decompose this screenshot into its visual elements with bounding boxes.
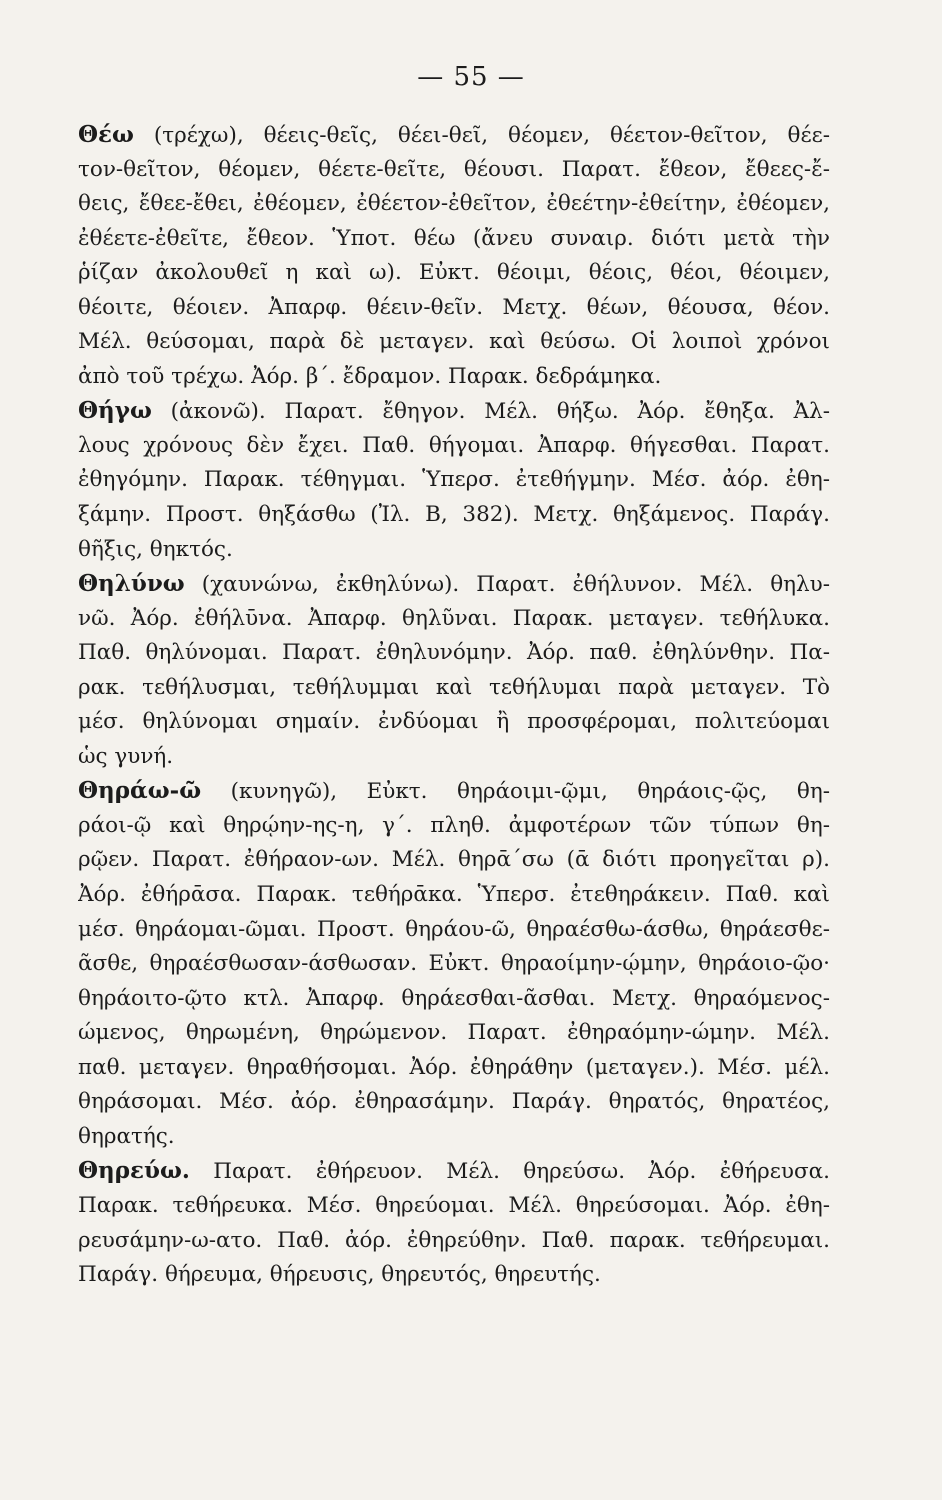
line-text: παθ. μεταγεν. θηραθήσομαι. Ἀόρ. ἐθηράθην (μεταγεν.). Μέσ. μέλ. xyxy=(78,1054,830,1080)
line-text: (ἀκονῶ). Παρατ. ἔθηγον. Μέλ. θήξω. Ἀόρ. ἔθηξα. Ἀλ- xyxy=(151,399,830,425)
line-text: Παρατ. ἐθήρευον. Μέλ. θηρεύσω. Ἀόρ. ἐθήρευσα. xyxy=(189,1159,830,1185)
line-text: (χαυνώνω, ἐκθηλύνω). Παρατ. ἐθήλυνον. Μέλ. θηλυ- xyxy=(184,572,830,598)
text-line xyxy=(78,533,830,568)
text-line xyxy=(78,118,830,153)
page-number: — 55 — xyxy=(417,62,525,92)
line-text: ώμενος, θηρωμένη, θηρώμενον. Παρατ. ἐθηραόμην-ώμην. Μέλ. xyxy=(78,1020,830,1046)
text-line xyxy=(78,187,830,222)
text-line xyxy=(78,636,830,671)
line-text: Ἀόρ. ἐθήρᾱσα. Παρακ. τεθήρᾱκα. Ὑπερσ. ἐτεθηράκειν. Παθ. καὶ xyxy=(78,882,830,908)
text-line xyxy=(78,429,830,464)
text-line xyxy=(78,1085,830,1120)
text-line xyxy=(78,1258,830,1293)
text-line xyxy=(78,567,830,602)
entry-headword: Θηράω-ῶ xyxy=(78,777,202,805)
line-text: ἐθέετε-ἐθεῖτε, ἔθεον. Ὑποτ. θέω (ἄνευ συναιρ. διότι μετὰ τὴν xyxy=(78,225,830,251)
entry-headword: Θέω xyxy=(78,121,134,148)
text-line xyxy=(78,740,830,775)
line-text: θηρατής. xyxy=(78,1123,175,1149)
text-line xyxy=(78,1189,830,1224)
line-text: τον-θεῖτον, θέομεν, θέετε-θεῖτε, θέουσι. Παρατ. ἔθεον, ἔθεες-ἔ- xyxy=(78,156,830,182)
line-text: (τρέχω), θέεις-θεῖς, θέει-θεῖ, θέομεν, θέετον-θεῖτον, θέε- xyxy=(133,123,830,148)
line-text: Παρακ. τεθήρευκα. Μέσ. θηρεύομαι. Μέλ. θηρεύσομαι. Ἀόρ. ἐθη- xyxy=(78,1192,830,1218)
line-text: ξάμην. Προστ. θηξάσθω (Ἰλ. Β, 382). Μετχ. θηξάμενος. Παράγ. xyxy=(78,502,830,528)
text-line xyxy=(78,1016,830,1051)
entry-headword: Θηλύνω xyxy=(78,570,185,598)
line-text: ρευσάμην-ω-ατο. Παθ. ἀόρ. ἐθηρεύθην. Παθ. παρακ. τεθήρευμαι. xyxy=(78,1227,830,1253)
text-line xyxy=(78,1051,830,1086)
line-text: ῥίζαν ἀκολουθεῖ η καὶ ω). Εὐκτ. θέοιμι, θέοις, θέοι, θέοιμεν, xyxy=(78,260,830,286)
line-text: ράοι-ῷ καὶ θηρῴην-ης-η, γ΄. πληθ. ἀμφοτέρων τῶν τύπων θη- xyxy=(78,812,830,838)
line-text: μέσ. θηράομαι-ῶμαι. Προστ. θηράου-ῶ, θηραέσθω-άσθω, θηράεσθε- xyxy=(78,916,830,942)
line-text: ᾶσθε, θηραέσθωσαν-άσθωσαν. Εὐκτ. θηραοίμην-ῴμην, θηράοιο-ῷο· xyxy=(78,951,830,977)
text-line xyxy=(78,1224,830,1259)
line-text: θῆξις, θηκτός. xyxy=(78,536,233,562)
text-line xyxy=(78,153,830,188)
line-text: ἀπὸ τοῦ τρέχω. Ἀόρ. β΄. ἔδραμον. Παρακ. δεδράμηκα. xyxy=(78,363,662,389)
text-line xyxy=(78,878,830,913)
text-line xyxy=(78,982,830,1017)
text-line xyxy=(78,463,830,498)
line-text: θηράοιτο-ῷτο κτλ. Ἀπαρφ. θηράεσθαι-ᾶσθαι. Μετχ. θηραόμενος- xyxy=(78,985,830,1011)
entry-headword: Θηρεύω. xyxy=(78,1157,190,1185)
line-text: θεις, ἔθεε-ἔθει, ἐθέομεν, ἐθέετον-ἐθεῖτον, ἐθεέτην-ἐθείτην, ἐθέομεν, xyxy=(78,191,830,217)
line-text: θέοιτε, θέοιεν. Ἀπαρφ. θέειν-θεῖν. Μετχ. θέων, θέουσα, θέον. xyxy=(78,294,830,320)
line-text: Παθ. θηλύνομαι. Παρατ. ἐθηλυνόμην. Ἀόρ. παθ. ἐθηλύνθην. Πα- xyxy=(78,640,830,666)
text-line xyxy=(78,1120,830,1155)
text-line xyxy=(78,394,830,429)
text-line xyxy=(78,325,830,360)
line-text: μέσ. θηλύνομαι σημαίν. ἐνδύομαι ἢ προσφέρομαι, πολιτεύομαι xyxy=(78,709,830,735)
text-line xyxy=(78,256,830,291)
line-text: Παράγ. θήρευμα, θήρευσις, θηρευτός, θηρευτής. xyxy=(78,1262,601,1288)
text-line xyxy=(78,843,830,878)
text-line xyxy=(78,602,830,637)
text-line xyxy=(78,705,830,740)
text-line xyxy=(78,360,830,395)
line-text: ὡς γυνή. xyxy=(78,743,174,769)
line-text: νῶ. Ἀόρ. ἐθήλῡνα. Ἀπαρφ. θηλῦναι. Παρακ. μεταγεν. τεθήλυκα. xyxy=(78,605,830,631)
line-text: θηράσομαι. Μέσ. ἀόρ. ἐθηρασάμην. Παράγ. θηρατός, θηρατέος, xyxy=(78,1089,830,1115)
entry-text-block xyxy=(78,118,830,1293)
line-text: ρῷεν. Παρατ. ἐθήραον-ων. Μέλ. θηρᾱ΄σω (ᾱ διότι προηγεῖται ρ). xyxy=(78,847,830,873)
line-text: ἐθηγόμην. Παρακ. τέθηγμαι. Ὑπερσ. ἐτεθήγμην. Μέσ. ἀόρ. ἐθη- xyxy=(78,467,830,493)
line-text: λους χρόνους δὲν ἔχει. Παθ. θήγομαι. Ἀπαρφ. θήγεσθαι. Παρατ. xyxy=(78,432,830,458)
text-line xyxy=(78,809,830,844)
line-text: (κυνηγῶ), Εὐκτ. θηράοιμι-ῷμι, θηράοις-ῷς, θη- xyxy=(201,779,830,805)
text-line xyxy=(78,774,830,809)
text-line xyxy=(78,671,830,706)
line-text: Μέλ. θεύσομαι, παρὰ δὲ μεταγεν. καὶ θεύσω. Οἱ λοιποὶ χρόνοι xyxy=(78,329,830,355)
entry-headword: Θήγω xyxy=(78,397,152,425)
text-line xyxy=(78,913,830,948)
line-text: ρακ. τεθήλυσμαι, τεθήλυμμαι καὶ τεθήλυμαι παρὰ μεταγεν. Τὸ xyxy=(78,674,830,700)
text-line xyxy=(78,291,830,326)
text-line xyxy=(78,222,830,257)
text-line xyxy=(78,947,830,982)
text-line xyxy=(78,498,830,533)
text-line xyxy=(78,1154,830,1189)
